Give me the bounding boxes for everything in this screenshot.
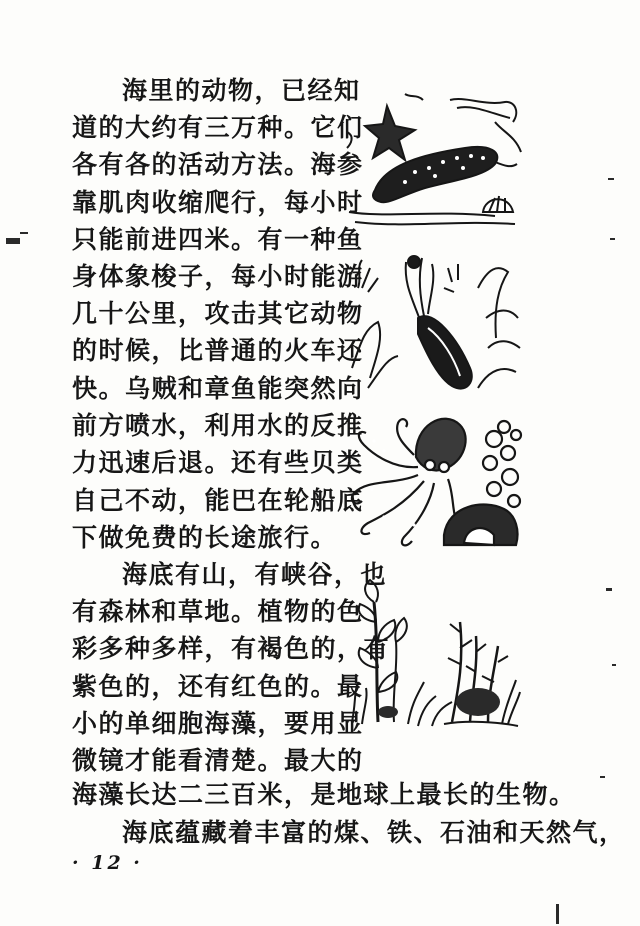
text-line: 有森林和草地。植物的色 bbox=[72, 597, 364, 626]
text-line: 前方喷水，利用水的反推 bbox=[72, 411, 364, 440]
scan-speck bbox=[612, 664, 616, 666]
page-number: · 12 · bbox=[72, 852, 143, 874]
sea-cucumber-starfish-illustration bbox=[345, 92, 525, 232]
text-line: 只能前进四米。有一种鱼 bbox=[72, 225, 364, 254]
text-line: 海底蕴藏着丰富的煤、铁、石油和天然气， bbox=[122, 818, 626, 847]
scan-speck bbox=[20, 232, 28, 234]
text-line: 力迅速后退。还有些贝类 bbox=[72, 448, 364, 477]
text-line: 几十公里，攻击其它动物 bbox=[72, 299, 364, 328]
scan-speck bbox=[6, 238, 20, 244]
text-line: 小的单细胞海藻，要用显 bbox=[72, 709, 364, 738]
scan-speck bbox=[610, 238, 615, 240]
text-line: 靠肌肉收缩爬行，每小时 bbox=[72, 188, 364, 217]
scan-speck bbox=[556, 904, 559, 924]
text-line: 彩多种多样，有褐色的，有 bbox=[72, 634, 391, 663]
scan-speck bbox=[608, 178, 614, 180]
scan-speck bbox=[606, 588, 612, 591]
octopus-illustration bbox=[344, 405, 524, 555]
text-line: 海里的动物，已经知 bbox=[122, 76, 361, 105]
text-line: 的时候，比普通的火车还 bbox=[72, 336, 364, 365]
seaweed-illustration bbox=[348, 572, 520, 730]
squid-illustration bbox=[348, 248, 523, 398]
text-line: 自己不动，能巴在轮船底 bbox=[72, 486, 364, 515]
text-line: 道的大约有三万种。它们 bbox=[72, 113, 364, 142]
text-line: 身体象梭子，每小时能游 bbox=[72, 262, 364, 291]
text-line: 紫色的，还有红色的。最 bbox=[72, 672, 364, 701]
scan-speck bbox=[600, 776, 605, 778]
text-line: 下做免费的长途旅行。 bbox=[72, 523, 338, 552]
text-line: 海藻长达二三百米，是地球上最长的生物。 bbox=[72, 780, 576, 809]
text-line: 海底有山，有峡谷，也 bbox=[122, 560, 388, 589]
text-line: 微镜才能看清楚。最大的 bbox=[72, 746, 364, 775]
text-line: 快。乌贼和章鱼能突然向 bbox=[72, 374, 364, 403]
text-line: 各有各的活动方法。海参 bbox=[72, 150, 364, 179]
